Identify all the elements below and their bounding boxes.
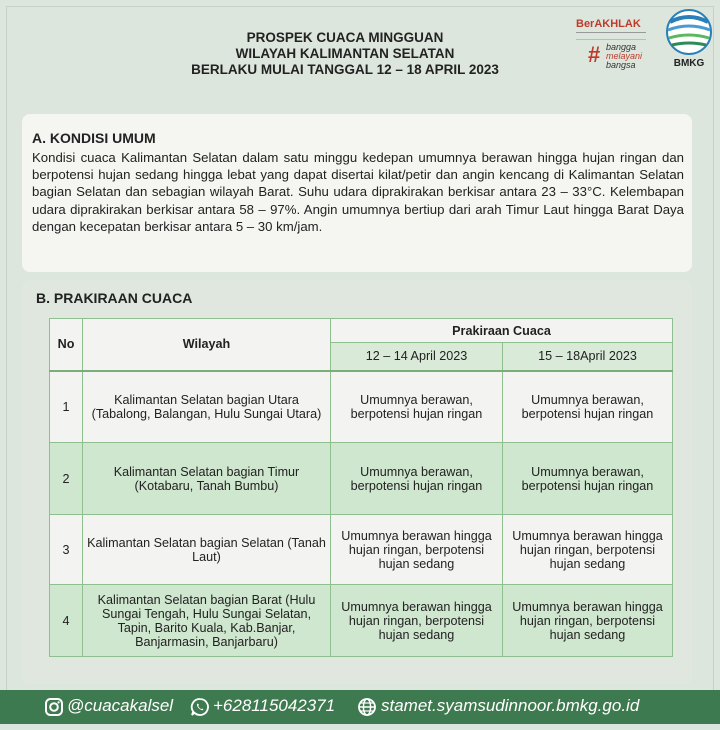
column-header-wilayah: Wilayah <box>83 319 331 371</box>
row-forecast-period-2: Umumnya berawan, berpotensi hujan ringan <box>503 371 673 443</box>
berakhlak-logo-subtitle-lines <box>576 32 646 40</box>
header-validity: BERLAKU MULAI TANGGAL 12 – 18 APRIL 2023 <box>191 62 499 77</box>
row-forecast-period-2: Umumnya berawan hingga hujan ringan, berpotensi hujan sedang <box>503 515 673 585</box>
column-header-no: No <box>50 319 83 371</box>
berakhlak-logo <box>560 10 660 72</box>
general-conditions-card <box>22 114 692 272</box>
header-title: PROSPEK CUACA MINGGUAN <box>246 30 444 45</box>
website-url[interactable]: stamet.syamsudinnoor.bmkg.go.id <box>381 696 640 715</box>
berakhlak-logo-tagline: bangga melayani bangsa <box>606 42 643 70</box>
bmkg-logo <box>660 8 718 74</box>
table-row <box>50 371 673 443</box>
whatsapp-number[interactable]: +628115042371 <box>213 696 336 715</box>
table-row <box>50 515 673 585</box>
column-header-prakiraan: Prakiraan Cuaca <box>331 319 673 343</box>
general-conditions-title: A. KONDISI UMUM <box>32 130 156 146</box>
bmkg-emblem-icon <box>660 8 718 58</box>
row-forecast-period-2: Umumnya berawan hingga hujan ringan, berpotensi hujan sedang <box>503 585 673 657</box>
forecast-table <box>49 318 673 657</box>
instagram-handle[interactable]: @cuacakalsel <box>67 696 174 715</box>
contact-footer <box>0 690 720 724</box>
table-row <box>50 585 673 657</box>
table-row <box>50 443 673 515</box>
row-forecast-period-1: Umumnya berawan hingga hujan ringan, berpotensi hujan sedang <box>331 585 503 657</box>
hashtag-icon: # <box>588 42 601 67</box>
row-forecast-period-2: Umumnya berawan, berpotensi hujan ringan <box>503 443 673 515</box>
whatsapp-icon <box>190 697 210 717</box>
row-number: 4 <box>50 585 83 657</box>
header-region: WILAYAH KALIMANTAN SELATAN <box>235 46 455 61</box>
row-number: 2 <box>50 443 83 515</box>
row-forecast-period-1: Umumnya berawan, berpotensi hujan ringan <box>331 371 503 443</box>
row-forecast-period-1: Umumnya berawan, berpotensi hujan ringan <box>331 443 503 515</box>
row-number: 1 <box>50 371 83 443</box>
forecast-title: B. PRAKIRAAN CUACA <box>36 290 193 306</box>
column-header-period-1: 12 – 14 April 2023 <box>331 343 503 371</box>
berakhlak-logo-title: BerAKHLAK <box>576 18 641 30</box>
row-region: Kalimantan Selatan bagian Selatan (Tanah Laut) <box>83 515 331 585</box>
row-region: Kalimantan Selatan bagian Utara (Tabalong, Balangan, Hulu Sungai Utara) <box>83 371 331 443</box>
row-number: 3 <box>50 515 83 585</box>
instagram-icon <box>44 697 64 717</box>
bmkg-logo-label: BMKG <box>673 58 705 69</box>
general-conditions-text: Kondisi cuaca Kalimantan Selatan dalam satu minggu kedepan umumnya berawan hingga hujan ringan dan berpotensi hujan sedang hingga lebat yang dapat disertai kilat/petir dan angin kencang di Kalimantan Selatan bagian Selatan dan sebagian wilayah Barat. Suhu udara diprakirakan berkisar antara 23 – 33°C. Kelembapan udara diprakirakan berkisar antara 58 – 97%. Angin umumnya bertiup dari arah Timur Laut hingga Barat Daya dengan kecepatan berkisar antara 5 – 30 km/jam. <box>32 150 684 234</box>
row-region: Kalimantan Selatan bagian Timur (Kotabaru, Tanah Bumbu) <box>83 443 331 515</box>
row-region: Kalimantan Selatan bagian Barat (Hulu Sungai Tengah, Hulu Sungai Selatan, Tapin, Barito Kuala, Kab.Banjar, Banjarmasin, Banjarbaru) <box>83 585 331 657</box>
globe-icon <box>357 697 377 717</box>
row-forecast-period-1: Umumnya berawan hingga hujan ringan, berpotensi hujan sedang <box>331 515 503 585</box>
column-header-period-2: 15 – 18April 2023 <box>503 343 673 371</box>
